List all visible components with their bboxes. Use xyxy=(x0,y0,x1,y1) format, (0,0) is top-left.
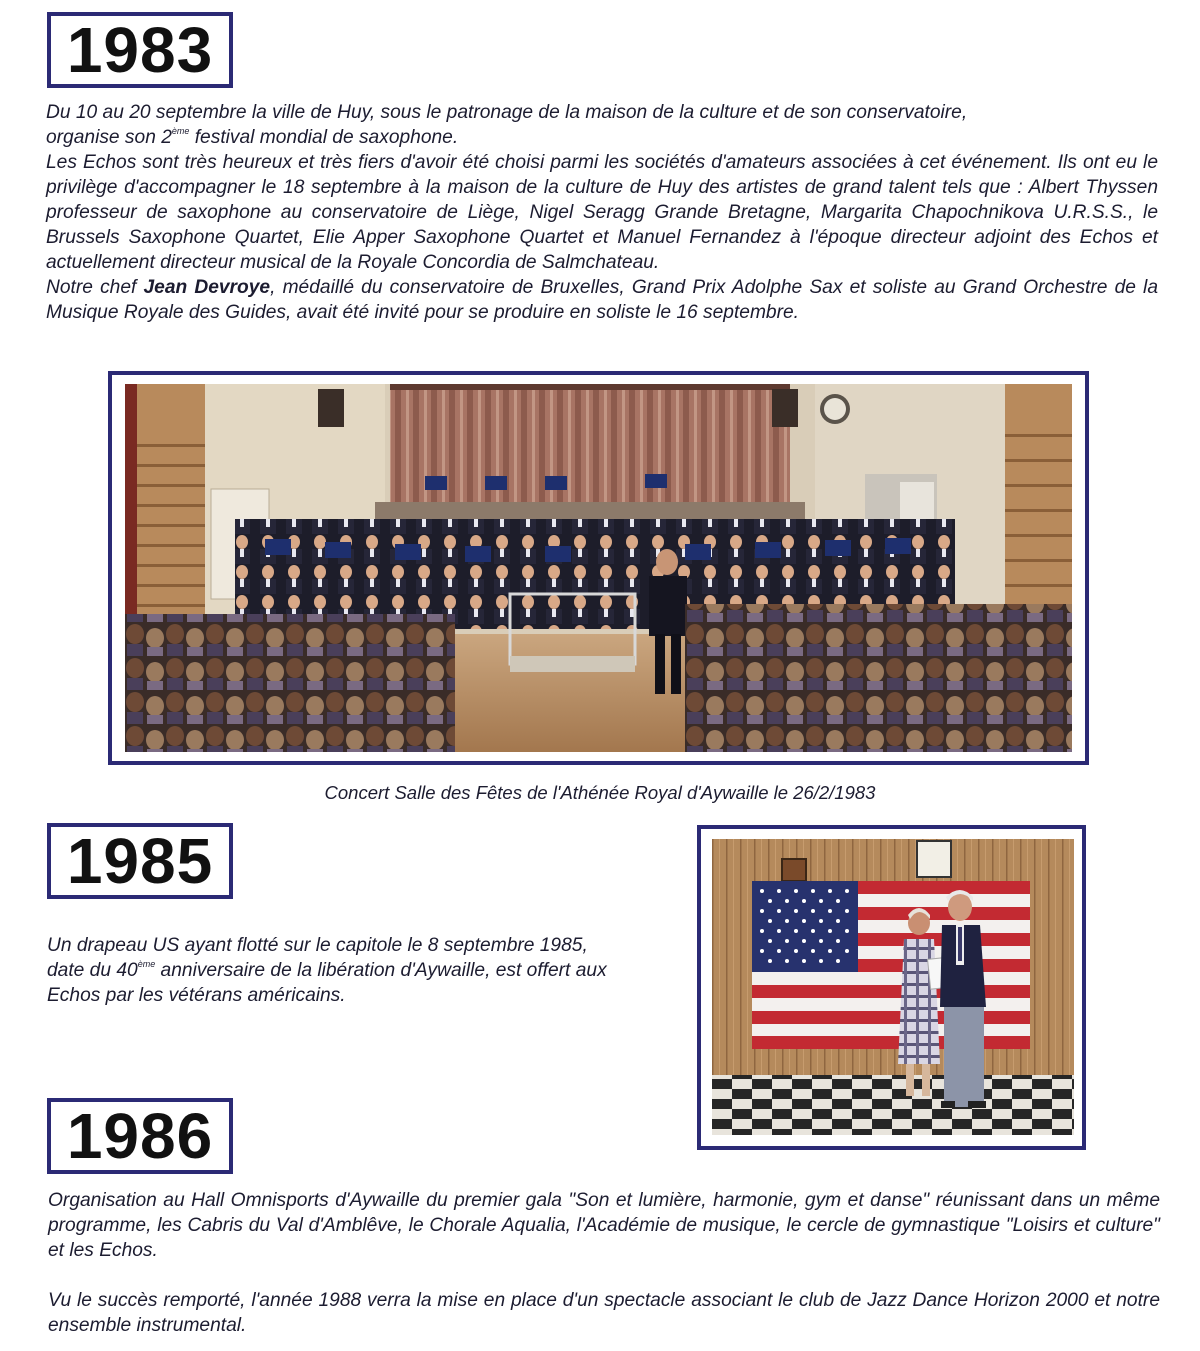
year-1985-label: 1985 xyxy=(66,825,214,897)
text-1983-line1: Du 10 au 20 septembre la ville de Huy, sous le patronage de la maison de la culture et de son conservatoire, xyxy=(46,102,968,123)
text-1986 xyxy=(48,1188,1160,1338)
year-1983-label: 1983 xyxy=(66,14,214,86)
text-1985-line2: date du 40ème anniversaire de la libération d'Aywaille, est offert aux xyxy=(47,959,607,981)
flag-photo xyxy=(712,839,1074,1135)
text-1985-line1: Un drapeau US ayant flotté sur le capitole le 8 septembre 1985, xyxy=(47,935,588,956)
text-1983-para2: Les Echos sont très heureux et très fiers d'avoir été choisi parmi les sociétés d'amateurs associées à cet événement. Ils ont eu le privilège d'accompagner le 18 septembre à la maison de la culture de Huy des artistes de grand talent tels que : Albert Thyssen professeur de saxophone au conservatoire de Liège, Nigel Seragg Grande Bretagne, Margarita Chapochnikova U.R.S.S., le Brussels Saxophone Quartet, Elie Apper Saxophone Quartet et Manuel Fernandez à l'époque directeur adjoint des Echos et actuellement directeur musical de la Royale Concordia de Salmchateau. xyxy=(46,152,1158,273)
us-flag xyxy=(752,881,1030,1049)
text-1983 xyxy=(46,100,1158,325)
year-heading-1983 xyxy=(47,12,233,88)
year-1986-label: 1986 xyxy=(66,1100,214,1172)
flag-photo-frame xyxy=(697,825,1086,1150)
year-heading-1985 xyxy=(47,823,233,899)
year-heading-1986 xyxy=(47,1098,233,1174)
text-1986-para1: Organisation au Hall Omnisports d'Aywaille du premier gala "Son et lumière, harmonie, gym et danse" réunissant dans un même programme, les Cabris du Val d'Amblêve, le Chorale Aqualia, l'Académie de musique, le cercle de gymnastique "Loisirs et culture" et les Echos. xyxy=(48,1190,1160,1261)
concert-photo-caption: Concert Salle des Fêtes de l'Athénée Royal d'Aywaille le 26/2/1983 xyxy=(324,782,876,803)
conductor-name: Jean Devroye xyxy=(143,277,271,298)
text-1983-para3: Notre chef Jean Devroye, médaillé du conservatoire de Bruxelles, Grand Prix Adolphe Sax et soliste au Grand Orchestre de la Musique Royale des Guides, avait été invité pour se produire en soliste le 16 septembre. xyxy=(46,277,1158,323)
text-1985-line3: Echos par les vétérans américains. xyxy=(47,985,346,1006)
text-1985 xyxy=(47,933,687,1008)
concert-photo xyxy=(125,384,1072,752)
concert-photo-frame xyxy=(108,371,1089,765)
text-1983-line2: organise son 2ème festival mondial de saxophone. xyxy=(46,126,459,148)
text-1986-para2: Vu le succès remporté, l'année 1988 verra la mise en place d'un spectacle associant le club de Jazz Dance Horizon 2000 et notre ensemble instrumental. xyxy=(48,1290,1160,1336)
